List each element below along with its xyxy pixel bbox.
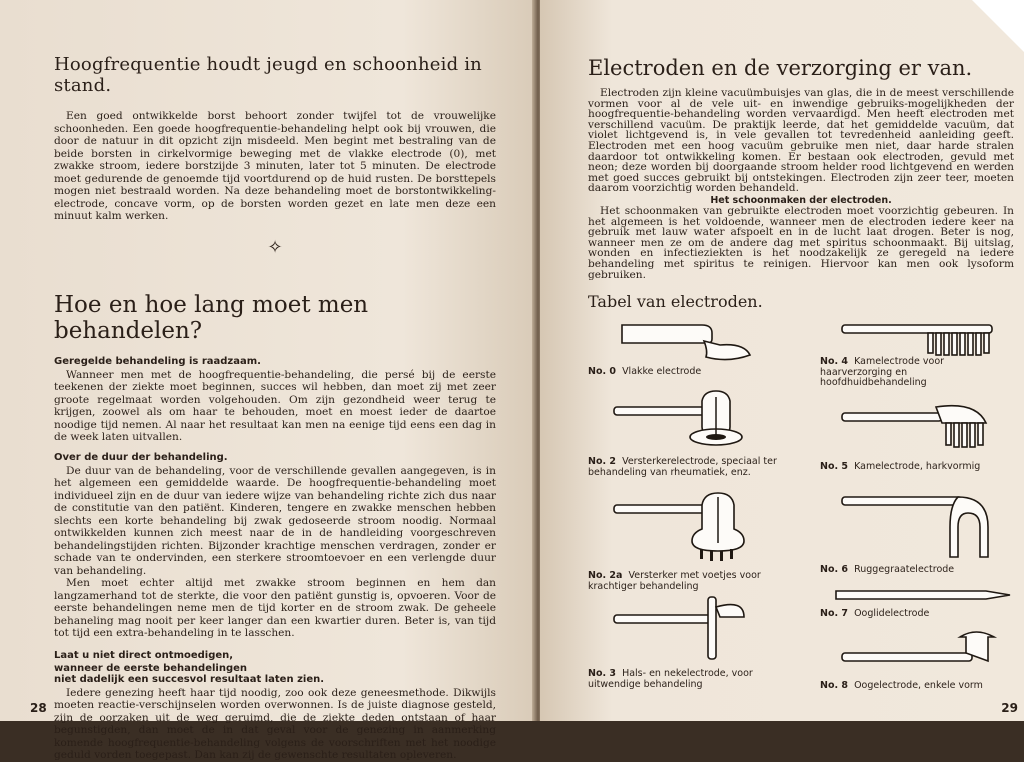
electrode-2a-caption: No. 2a Versterker met voetjes voor krachtiger behandeling [588,570,761,592]
electrode-3-caption: No. 3 Hals- en nekelectrode, voor uitwendige behandeling [588,668,753,690]
electrode-6-caption: No. 6 Ruggegraatelectrode [820,564,955,576]
electrode-table [588,317,1018,707]
electrodes-paragraph: Electroden zijn kleine vacuümbuisjes van glas, die in de meest verschillende vormen voor al de vele uit- en inwendige gebruiks-mogelijkheden der hoogfrequentie-behandeling worden vervaardigd. Men heeft electroden met verschillend vacuüm. De praktijk leerde, dat het gemiddelde vacuüm, dat violet lichtgevend is, in vele gevallen tot tevredenheid aanleiding geeft. Electroden met een hoog vacuüm gebruike men niet, daar harde stralen daardoor tot ontwikkeling komen. Er bestaan ook electroden, gevuld met neon; deze worden bij doorgaande stroom helder rood lichtgevend en werden met goed succes gebruikt bij ontstekingen. Electroden zijn zeer teer, moeten daarom voorzichtig worden behandeld. [588,87,1014,195]
subheading-regular: Geregelde behandeling is raadzaam. [54,355,261,367]
electrode-5-drawing [840,397,1000,457]
right-page [540,0,1024,721]
paragraph-duration: De duur van de behandeling, voor de verschillende gevallen aangegeven, is in het algemeen een gemiddelde waarde. De hoogfrequentie-behandeling moet individueel zijn en de duur van iedere wijze van behandeling richte zich dus naar de constitutie van den patiënt. Kinderen, tengere en zwakke menschen hebben slechts een korte behandeling bij zwak gedoseerde stroom noodig. Normaal ontwikkelden kunnen zich meest naar de in de handleiding voorgeschreven behandelingstijden richten. Bijzonder krachtige menschen verdragen, zonder er schade van te ondervinden, een sterkere stroomtoevoer en een verlengde duur van behandeling. [54,464,496,577]
page-number-left: 28 [30,701,47,715]
subheading-discourage-3: niet dadelijk een succesvol resultaat laten zien. [54,673,325,685]
folded-corner [972,0,1024,52]
electrode-6-drawing [840,493,1000,563]
electrode-0-drawing [618,319,758,363]
paragraph-patience: Iedere genezing heeft haar tijd noodig, zoo ook deze geneesmethode. Dikwijls moeten reactie-verschijnselen worden overwonnen. Is de juiste diagnose gesteld, zijn de oorzaken uit de weg geruimd, die de ziekte deden ontstaan of haar begunstigden, dan moet de in dat geval voor de genezing in aanmerking komende hoogfrequentie-behandeling volgens de voorschriften met het noodige geduld vorden toegepast. Dan kan zij de gewenschte resultaten opleveren. [54,686,496,761]
right-title: Electroden en de verzorging er van. [588,56,973,80]
electrode-4-caption: No. 4 Kamelectrode voor haarverzorging en hoofdhuidbehandeling [820,356,945,389]
ornament-icon: ✧ [267,236,283,258]
electrode-8-caption: No. 8 Oogelectrode, enkele vorm [820,680,983,692]
paragraph-regular: Wanneer men met de hoogfrequentie-behandeling, die persé bij de eerste teekenen der ziekte moet beginnen, succes wil hebben, dan moet zij met zeer groote regelmaat worden volgehouden. Om zijn gezondheid weer terug te krijgen, zoowel als om haar te behouden, moet en moest ieder de daartoe noodige tijd nemen. Al naar het resultaat kan men na eenige tijd eens een dag in de week laten uitvallen. [54,368,496,443]
electrode-2-drawing [612,387,752,449]
section-title: Hoe en hoe lang moet men behandelen? [54,291,369,344]
table-title: Tabel van electroden. [588,292,763,312]
subheading-discourage-1: Laat u niet direct ontmoedigen, [54,649,234,661]
left-title: Hoogfrequentie houdt jeugd en schoonheid in stand. [54,54,482,96]
electrode-5-caption: No. 5 Kamelectrode, harkvormig [820,461,981,473]
subheading-duration: Over de duur der behandeling. [54,451,228,463]
electrode-2-caption: No. 2 Versterkerelectrode, speciaal ter behandeling van rheumatiek, enz. [588,456,777,478]
paragraph-current: Men moet echter altijd met zwakke stroom beginnen en hem dan langzamerhand tot de sterkte, die voor den patiënt gunstig is, opvoeren. Voor de eerste behandelingen neme men de tijd korter en de stroom zwak. De geheele behaneling mag nooit per keer langer dan een kwartier duren. Beter is, van tijd tot tijd een extra-behandeling in te lasschen. [54,577,496,639]
subheading-cleaning: Het schoonmaken der electroden. [710,194,892,206]
subheading-discourage-2: wanneer de eerste behandelingen [54,662,248,674]
page-number-right: 29 [1001,701,1018,715]
electrode-2a-drawing [612,489,762,565]
intro-paragraph: Een goed ontwikkelde borst behoort zonder twijfel tot de vrouwelijke schoonheden. Een goede hoogfrequentie-behandeling helpt ook bij vrouwen, die door de natuur in dit opzicht zijn misdeeld. Men begint met bestraling van de beide borsten in cirkelvormige beweging met de vlakke electrode (0), met zwakke stroom, iedere borstzijde 3 minuten, later tot 5 minuten. De electrode moet gedurende de genoemde tijd voortdurend op de huid rusten. De borsttepels mogen niet bestraald worden. Na deze behandeling moet de borstontwikkeling-electrode, concave vorm, op de borsten worden gezet en late men deze een minuut kalm werken. [54,110,496,222]
electrode-8-drawing [840,629,1010,675]
electrode-3-drawing [612,593,762,663]
electrode-0-caption: No. 0 Vlakke electrode [588,366,702,378]
electrode-7-drawing [834,587,1014,603]
electrode-7-caption: No. 7 Ooglidelectrode [820,608,930,620]
cleaning-paragraph: Het schoonmaken van gebruikte electroden moet voorzichtig gebeuren. In het algemeen is het voldoende, wanneer men de electroden iedere keer na gebruik met lauw water afspoelt en in de lucht laat drogen. Beter is nog, wanneer men ze om de andere dag met spiritus schoonmaakt. Bij uitslag, wonden en infectieziekten is het noodzakelijk ze geregeld na iedere behandeling met spiritus te reinigen. Hiervoor kan men ook lysoform gebruiken. [588,204,1014,281]
